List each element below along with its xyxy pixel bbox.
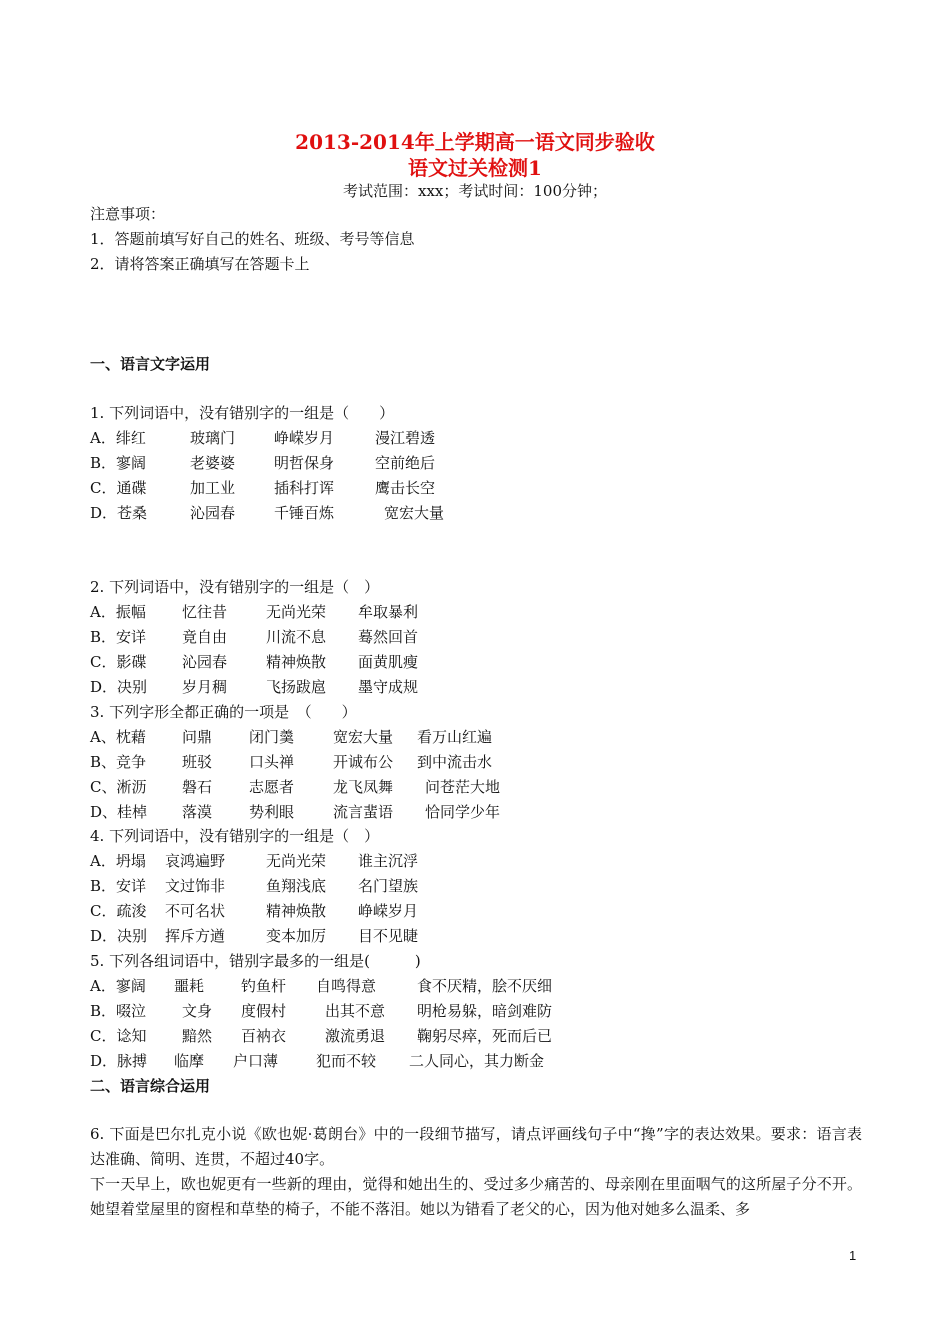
option-word: 激流勇退 [325, 1027, 386, 1045]
option-word: 挥斥方遒 [165, 927, 226, 945]
option-word: 谁主沉浮 [358, 852, 419, 870]
option-word: 到中流击水 [417, 753, 493, 771]
option-word: 闭门羹 [249, 728, 295, 746]
option-word: 户口薄 [233, 1052, 279, 1070]
option-label-word: B．啜泣 [90, 1002, 147, 1020]
option-word: 志愿者 [249, 778, 295, 796]
option-label-word: B．安详 [90, 877, 147, 895]
option-word: 空前绝后 [375, 454, 436, 472]
option-word: 势利眼 [249, 803, 295, 821]
option-word: 插科打诨 [274, 479, 335, 497]
option-word: 文过饰非 [165, 877, 226, 895]
option-word: 加工业 [190, 479, 236, 497]
option-word: 面黄肌瘦 [358, 653, 419, 671]
notes-heading: 注意事项： [90, 205, 166, 223]
option-word: 牟取暴利 [358, 603, 419, 621]
option-label-word: C．疏浚 [90, 902, 147, 920]
option-word: 临摩 [174, 1052, 205, 1070]
option-word: 千锤百炼 [274, 504, 335, 522]
option-word: 明枪易躲，暗剑难防 [417, 1002, 553, 1020]
option-word: 明哲保身 [274, 454, 335, 472]
option-word: 名门望族 [358, 877, 419, 895]
option-word: 无尚光荣 [266, 603, 327, 621]
option-word: 出其不意 [325, 1002, 386, 1020]
option-word: 峥嵘岁月 [358, 902, 419, 920]
option-word: 忆往昔 [182, 603, 228, 621]
option-word: 玻璃门 [190, 429, 236, 447]
note-item-2: 2．请将答案正确填写在答题卡上 [90, 255, 310, 273]
option-word: 精神焕散 [266, 902, 327, 920]
option-word: 变本加厉 [266, 927, 327, 945]
option-word: 蓦然回首 [358, 628, 419, 646]
option-word: 鞠躬尽瘁，死而后已 [417, 1027, 553, 1045]
option-label-word: D．决别 [90, 927, 148, 945]
option-word: 岁月稠 [182, 678, 228, 696]
option-word: 看万山红遍 [417, 728, 493, 746]
option-word: 犯而不较 [316, 1052, 377, 1070]
option-word: 口头禅 [249, 753, 295, 771]
option-word: 文身 [182, 1002, 213, 1020]
option-label-word: B．寥阔 [90, 454, 147, 472]
question-5-stem: 5. 下列各组词语中，错别字最多的一组是( ) [90, 952, 421, 970]
option-label-word: A．绯红 [90, 429, 146, 447]
option-word: 沁园春 [190, 504, 236, 522]
option-word: 宽宏大量 [333, 728, 394, 746]
option-word: 落漠 [182, 803, 213, 821]
note-item-1: 1．答题前填写好自己的姓名、班级、考号等信息 [90, 230, 415, 248]
option-word: 目不见睫 [358, 927, 419, 945]
option-label-word: C．通碟 [90, 479, 147, 497]
option-word: 二人同心，其力断金 [409, 1052, 545, 1070]
option-word: 飞扬跋扈 [266, 678, 327, 696]
question-6-stem: 6. 下面是巴尔扎克小说《欧也妮·葛朗台》中的一段细节描写，请点评画线句子中“搀”字的表达效果。要求：语言表达准确、简明、连贯，不超过40字。 [90, 1125, 862, 1168]
question-3-stem: 3. 下列字形全都正确的一项是 （ ） [90, 703, 357, 721]
option-word: 黯然 [182, 1027, 213, 1045]
question-2-stem: 2. 下列词语中，没有错别字的一组是（ ） [90, 578, 380, 596]
option-word: 哀鸿遍野 [165, 852, 226, 870]
option-word: 龙飞凤舞 [333, 778, 394, 796]
option-word: 老婆婆 [190, 454, 236, 472]
option-word: 沁园春 [182, 653, 228, 671]
option-word: 班驳 [182, 753, 213, 771]
option-word: 精神焕散 [266, 653, 327, 671]
option-label-word: B．安详 [90, 628, 147, 646]
document-title: 2013-2014年上学期高一语文同步验收 [295, 130, 655, 154]
option-label-word: C、淅沥 [90, 778, 147, 796]
option-word: 恰同学少年 [425, 803, 501, 821]
option-word: 问苍茫大地 [425, 778, 501, 796]
page-number: 1 [849, 1248, 857, 1263]
option-word: 度假村 [241, 1002, 287, 1020]
section-heading-2: 二、语言综合运用 [90, 1077, 211, 1095]
option-label-word: A．振幅 [90, 603, 146, 621]
option-word: 流言蜚语 [333, 803, 394, 821]
option-label-word: D、桂棹 [90, 803, 148, 821]
option-word: 鱼翔浅底 [266, 877, 327, 895]
option-label-word: B、竞争 [90, 753, 147, 771]
option-label-word: D．决别 [90, 678, 148, 696]
option-word: 川流不息 [266, 628, 327, 646]
option-word: 钓鱼杆 [241, 977, 287, 995]
option-label-word: C．谂知 [90, 1027, 147, 1045]
exam-info: 考试范围：xxx；考试时间：100分钟； [342, 182, 607, 200]
section-heading-1: 一、语言文字运用 [90, 355, 211, 373]
option-word: 墨守成规 [358, 678, 419, 696]
option-word: 磐石 [182, 778, 213, 796]
option-word: 开诚布公 [333, 753, 394, 771]
option-label-word: A．坍塌 [90, 852, 146, 870]
question-6-passage: 下一天早上，欧也妮更有一些新的理由，觉得和她出生的、受过多少痛苦的、母亲刚在里面咽气的这所屋子分不开。她望着堂屋里的窗桯和草垫的椅子，不能不落泪。她以为错看了老父的心，因为他对她多么温柔、多 [90, 1175, 862, 1218]
option-word: 无尚光荣 [266, 852, 327, 870]
option-word: 噩耗 [174, 977, 205, 995]
document-subtitle: 语文过关检测1 [408, 156, 542, 180]
option-word: 问鼎 [182, 728, 213, 746]
option-word: 峥嵘岁月 [274, 429, 335, 447]
question-1-stem: 1. 下列词语中，没有错别字的一组是（ ） [90, 404, 395, 422]
option-word: 宽宏大量 [384, 504, 445, 522]
option-word: 食不厌精，脍不厌细 [417, 977, 553, 995]
option-word: 竟自由 [182, 628, 228, 646]
option-word: 漫江碧透 [375, 429, 436, 447]
option-word: 鹰击长空 [375, 479, 436, 497]
option-label-word: A．寥阔 [90, 977, 146, 995]
option-label-word: C．影碟 [90, 653, 147, 671]
option-word: 自鸣得意 [316, 977, 377, 995]
option-word: 不可名状 [165, 902, 226, 920]
question-4-stem: 4. 下列词语中，没有错别字的一组是（ ） [90, 827, 380, 845]
option-label-word: D．脉搏 [90, 1052, 148, 1070]
option-label-word: A、枕藉 [90, 728, 146, 746]
option-word: 百衲衣 [241, 1027, 287, 1045]
option-label-word: D．苍桑 [90, 504, 148, 522]
